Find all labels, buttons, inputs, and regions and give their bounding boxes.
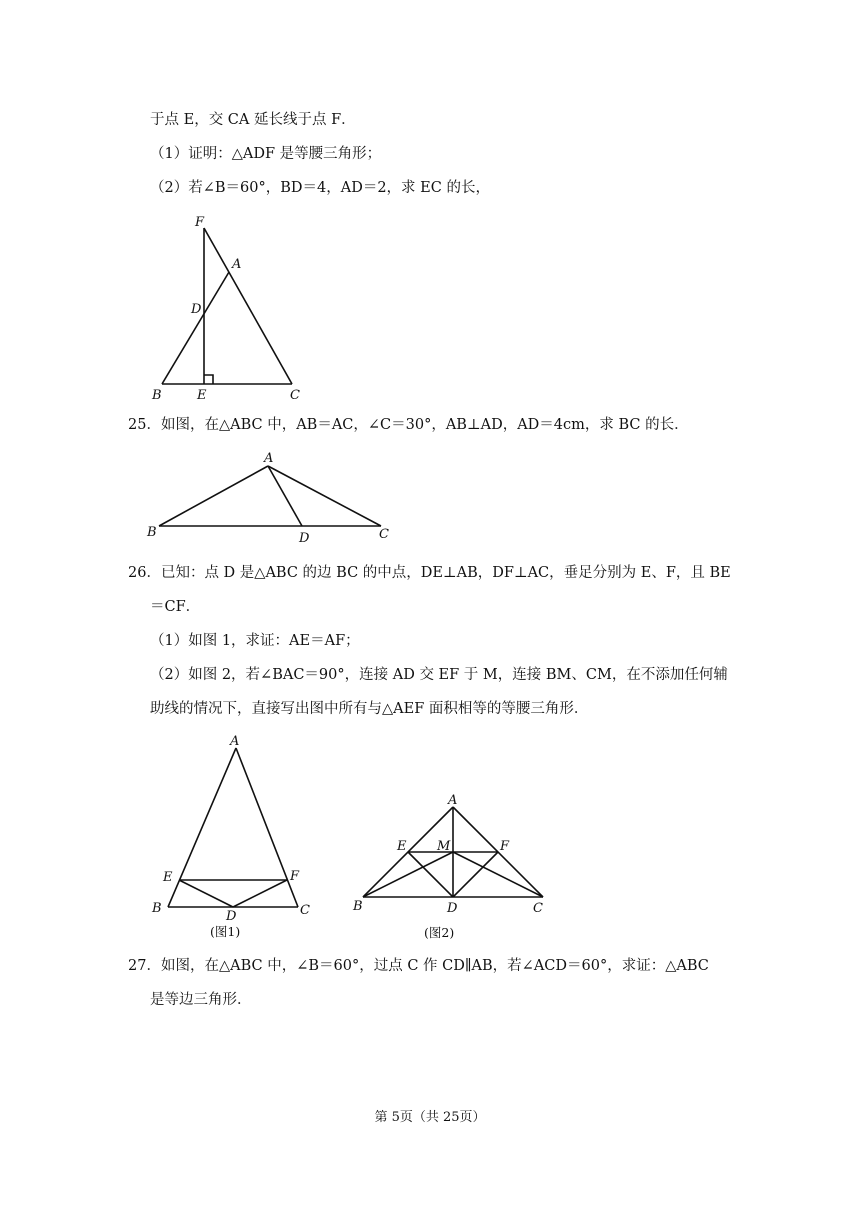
figure-q26-2	[350, 792, 560, 942]
label-A: A	[264, 451, 274, 466]
label-F: F	[195, 215, 205, 230]
question-26-line-3: （1）如图 1，求证：AE＝AF；	[150, 633, 360, 649]
label-M: M	[437, 839, 451, 854]
figure-q24	[140, 210, 340, 403]
question-26-line-2: ＝CF．	[150, 599, 201, 615]
label-D: D	[447, 901, 458, 916]
caption-figure-1: (图1)	[210, 924, 241, 939]
label-B: B	[353, 899, 363, 914]
label-D: D	[299, 531, 310, 546]
label-A: A	[232, 257, 242, 272]
segment-ed	[179, 880, 233, 907]
label-B: B	[152, 901, 162, 916]
question-26-line-5: 助线的情况下，直接写出图中所有与△AEF 面积相等的等腰三角形．	[150, 701, 589, 717]
text-line-2: （1）证明：△ADF 是等腰三角形；	[150, 146, 382, 162]
label-A: A	[448, 793, 458, 808]
label-D: D	[226, 909, 237, 924]
segment-ac	[236, 748, 298, 907]
question-27-line-2: 是等边三角形．	[150, 992, 252, 1008]
label-C: C	[300, 903, 310, 918]
text-line-1: 于点 E，交 CA 延长线于点 F．	[150, 112, 356, 128]
question-26-line-4: （2）如图 2，若∠BAC＝90°，连接 AD 交 EF 于 M，连接 BM、CM，在不添加任何辅	[150, 667, 728, 683]
segment-bm	[363, 852, 453, 897]
segment-cm	[453, 852, 543, 897]
label-C: C	[533, 901, 543, 916]
label-B: B	[152, 388, 162, 403]
question-25: 25．如图，在△ABC 中，AB＝AC，∠C＝30°，AB⊥AD，AD＝4cm，求 BC 的长．	[128, 417, 689, 433]
segment-fd	[453, 852, 498, 897]
label-C: C	[290, 388, 300, 403]
label-D: D	[191, 302, 202, 317]
segment-ab	[168, 748, 236, 907]
label-E: E	[163, 870, 173, 885]
page-footer: 第 5页（共 25页）	[374, 1110, 486, 1125]
text-line-3: （2）若∠B＝60°，BD＝4，AD＝2，求 EC 的长，	[150, 180, 490, 196]
label-C: C	[379, 527, 389, 542]
label-A: A	[230, 734, 240, 749]
question-26-line-1: 26．已知：点 D 是△ABC 的边 BC 的中点，DE⊥AB，DF⊥AC，垂足分别为 E、F，且 BE	[128, 565, 731, 581]
figure-q25	[145, 450, 405, 545]
label-E: E	[397, 839, 407, 854]
label-F: F	[500, 839, 510, 854]
segment-ba	[162, 272, 229, 384]
question-27-line-1: 27．如图，在△ABC 中，∠B＝60°，过点 C 作 CD∥AB，若∠ACD＝60°，求证：△ABC	[128, 958, 709, 974]
segment-fd	[233, 880, 287, 907]
segment-ba	[159, 466, 268, 526]
right-angle-mark	[204, 375, 213, 384]
segment-ed	[408, 852, 453, 897]
label-F: F	[290, 869, 300, 884]
figure-q26-1	[150, 732, 330, 942]
label-B: B	[147, 525, 157, 540]
caption-figure-2: (图2)	[424, 925, 455, 940]
label-E: E	[197, 388, 207, 403]
segment-fc	[204, 228, 292, 384]
